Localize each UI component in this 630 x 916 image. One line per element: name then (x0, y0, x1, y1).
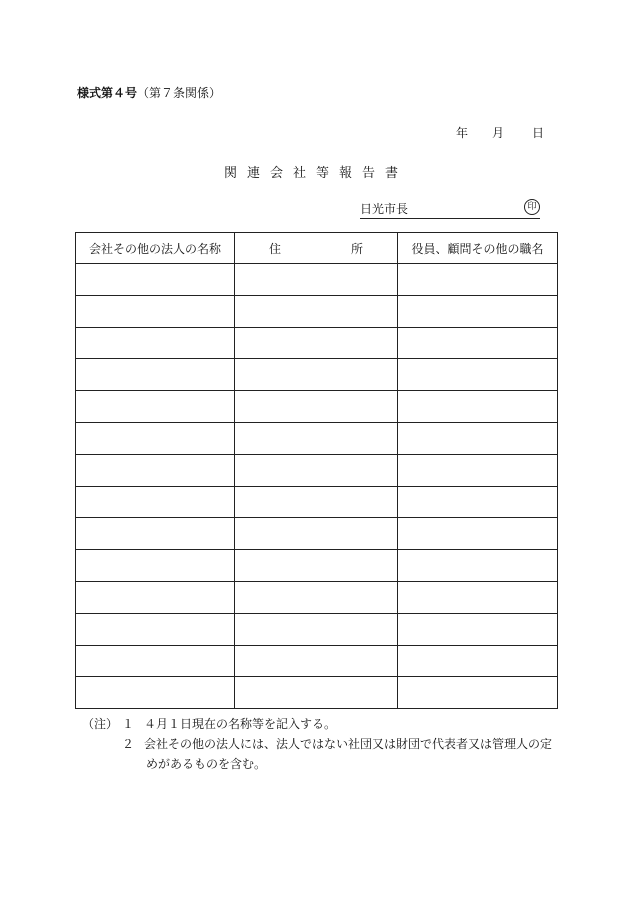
table-row (76, 486, 558, 518)
note-1-num: １ (122, 717, 135, 731)
header-name: 会社その他の法人の名称 (76, 233, 235, 264)
table-row (76, 295, 558, 327)
table-cell[interactable] (398, 359, 558, 391)
date-month: 月 (492, 126, 505, 140)
table-cell[interactable] (76, 391, 235, 423)
table-cell[interactable] (76, 581, 235, 613)
table-cell[interactable] (235, 518, 398, 550)
header-officer: 役員、顧問その他の職名 (398, 233, 558, 264)
report-table (75, 232, 558, 709)
table-cell[interactable] (76, 327, 235, 359)
table-row (76, 422, 558, 454)
table-cell[interactable] (398, 677, 558, 709)
table-cell[interactable] (76, 613, 235, 645)
date-line (456, 124, 544, 141)
table-cell[interactable] (76, 359, 235, 391)
form-number (77, 84, 221, 101)
header-address (235, 233, 398, 264)
table-row (76, 581, 558, 613)
table-cell[interactable] (235, 613, 398, 645)
header-address-right: 所 (350, 241, 363, 256)
table-cell[interactable] (235, 295, 398, 327)
table-cell[interactable] (235, 581, 398, 613)
table-cell[interactable] (235, 391, 398, 423)
form-number-relation: （第７条関係） (137, 86, 222, 100)
table-cell[interactable] (235, 645, 398, 677)
table-cell[interactable] (235, 422, 398, 454)
table-cell[interactable] (235, 677, 398, 709)
date-year: 年 (456, 126, 469, 140)
table-row (76, 327, 558, 359)
page-title: 関連会社等報告書 (224, 166, 409, 181)
note-2-continuation: めがあるものを含む。 (146, 757, 267, 771)
table-cell[interactable] (76, 422, 235, 454)
table-cell[interactable] (398, 613, 558, 645)
date-day: 日 (532, 126, 545, 140)
table-cell[interactable] (76, 677, 235, 709)
table-cell[interactable] (76, 295, 235, 327)
table-cell[interactable] (398, 486, 558, 518)
table-cell[interactable] (398, 264, 558, 296)
recipient: 日光市長 (360, 200, 540, 219)
table-cell[interactable] (398, 391, 558, 423)
table-cell[interactable] (235, 550, 398, 582)
table-row (76, 391, 558, 423)
table-cell[interactable] (235, 359, 398, 391)
note-1-text: ４月１日現在の名称等を記入する。 (144, 717, 337, 731)
form-number-label: 様式第４号 (77, 86, 138, 100)
table-cell[interactable] (76, 645, 235, 677)
table-cell[interactable] (398, 518, 558, 550)
table-cell[interactable] (398, 295, 558, 327)
table-cell[interactable] (235, 327, 398, 359)
table-cell[interactable] (235, 486, 398, 518)
note-2-num: ２ (122, 737, 135, 751)
notes-label: （注） (82, 717, 119, 731)
table-row (76, 677, 558, 709)
table-cell[interactable] (398, 454, 558, 486)
table-cell[interactable] (398, 550, 558, 582)
table-cell[interactable] (76, 454, 235, 486)
table-cell[interactable] (76, 518, 235, 550)
table-row (76, 518, 558, 550)
table-cell[interactable] (235, 264, 398, 296)
table-row (76, 359, 558, 391)
table-cell[interactable] (398, 581, 558, 613)
table-row (76, 645, 558, 677)
table-row (76, 550, 558, 582)
table-cell[interactable] (398, 422, 558, 454)
table-cell[interactable] (398, 645, 558, 677)
table-cell[interactable] (398, 327, 558, 359)
seal-stamp: 印 (524, 199, 540, 215)
table-row (76, 264, 558, 296)
notes (82, 714, 552, 774)
table-row (76, 613, 558, 645)
table-cell[interactable] (76, 550, 235, 582)
table-body (76, 264, 558, 709)
table-cell[interactable] (76, 264, 235, 296)
table-cell[interactable] (235, 454, 398, 486)
note-2-text: 会社その他の法人には、法人ではない社団又は財団で代表者又は管理人の定 (144, 737, 553, 751)
table-row (76, 454, 558, 486)
header-address-left: 住 (269, 241, 282, 256)
table-header-row (76, 233, 558, 264)
table-cell[interactable] (76, 486, 235, 518)
